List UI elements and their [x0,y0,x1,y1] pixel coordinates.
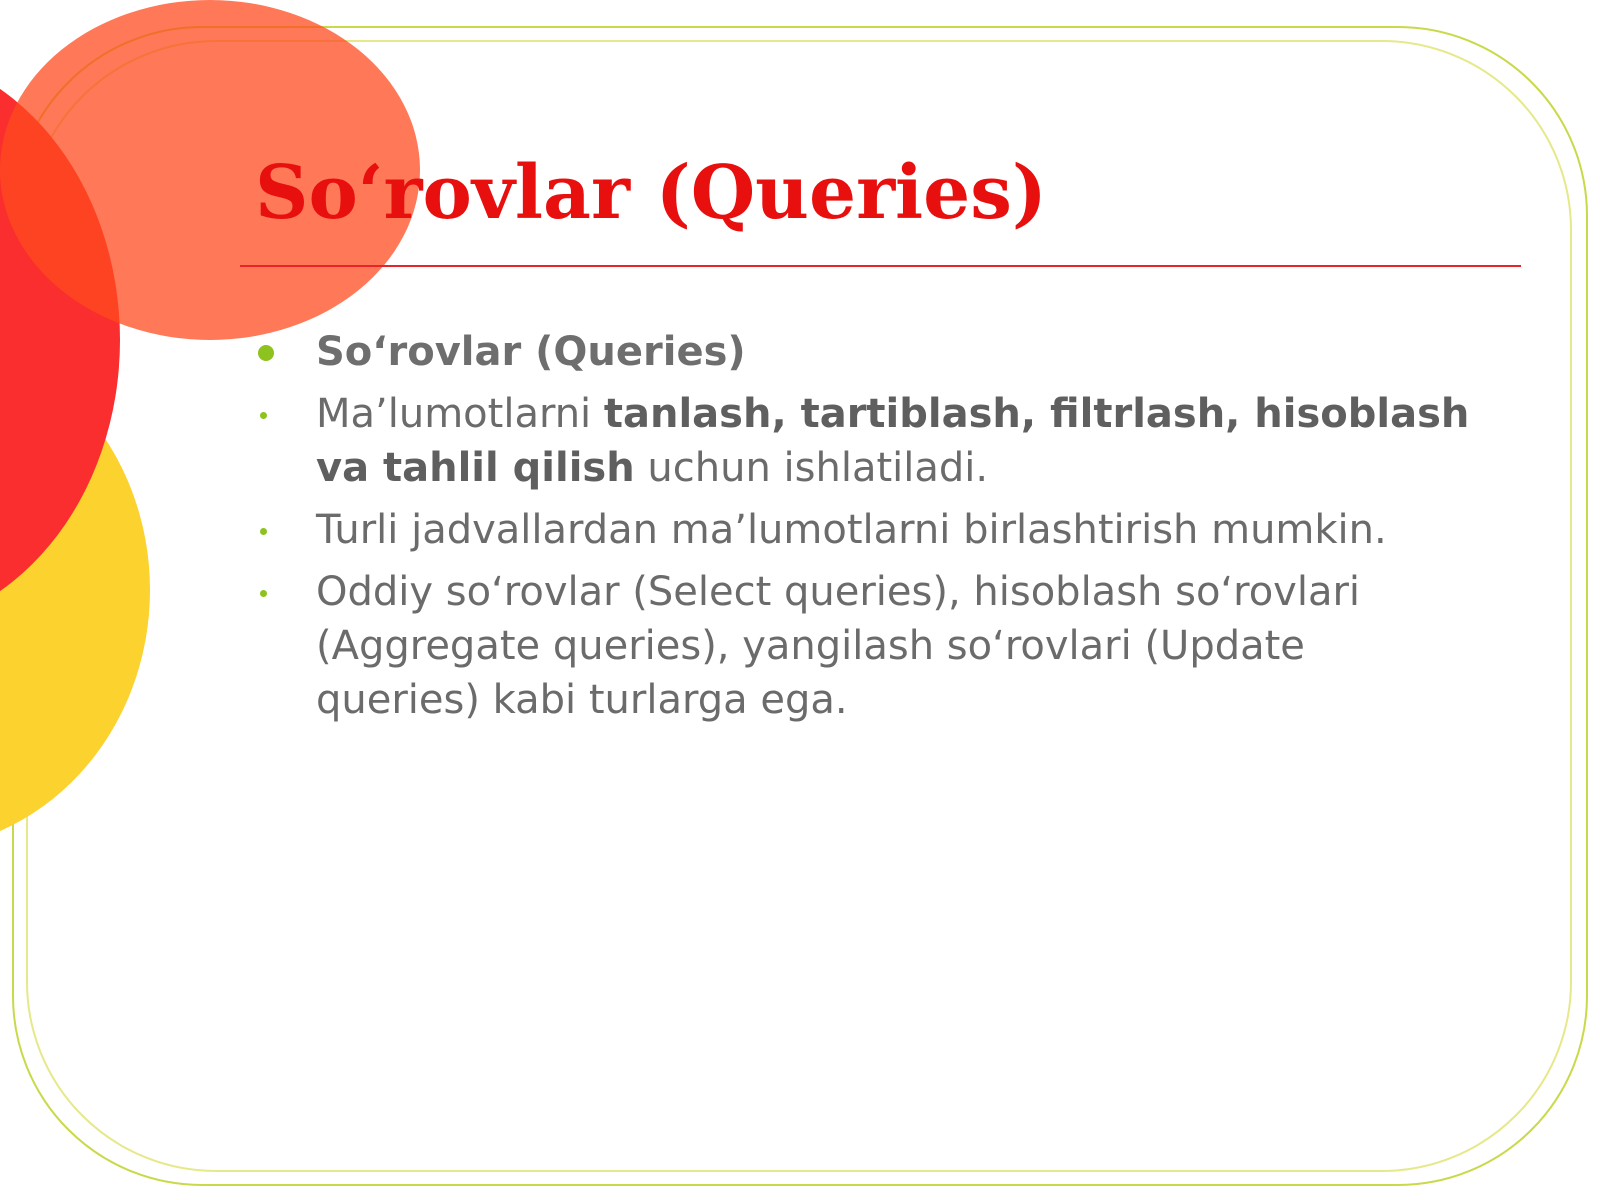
bullet-dot-icon [258,345,274,361]
slide-title: So‘rovlar (Queries) [255,150,1047,236]
list-item-text: Turli jadvallardan ma’lumotlarni birlashtirish mumkin. [316,507,1387,553]
bullet-dot-icon [260,412,267,419]
list-item [255,503,1475,557]
list-item-text: Oddiy so‘rovlar (Select queries), hisoblash so‘rovlari (Aggregate queries), yangilash so‘rovlari (Update queries) kabi turlarga ega. [316,569,1361,723]
list-item [255,565,1475,727]
bullet-list [255,325,1475,735]
bullet-dot-icon [260,528,267,535]
title-divider [240,265,1521,267]
list-item-text: So‘rovlar (Queries) [316,329,746,375]
list-item-text-bold: tanlash, tartiblash, filtrlash, hisoblash va tahlil qilish [316,391,1470,491]
list-item-text-prefix: Ma’lumotlarni [316,391,604,437]
list-item-text-suffix: uchun ishlatiladi. [634,445,989,491]
list-item [255,325,1475,379]
bullet-dot-icon [260,590,267,597]
list-item [255,387,1475,495]
